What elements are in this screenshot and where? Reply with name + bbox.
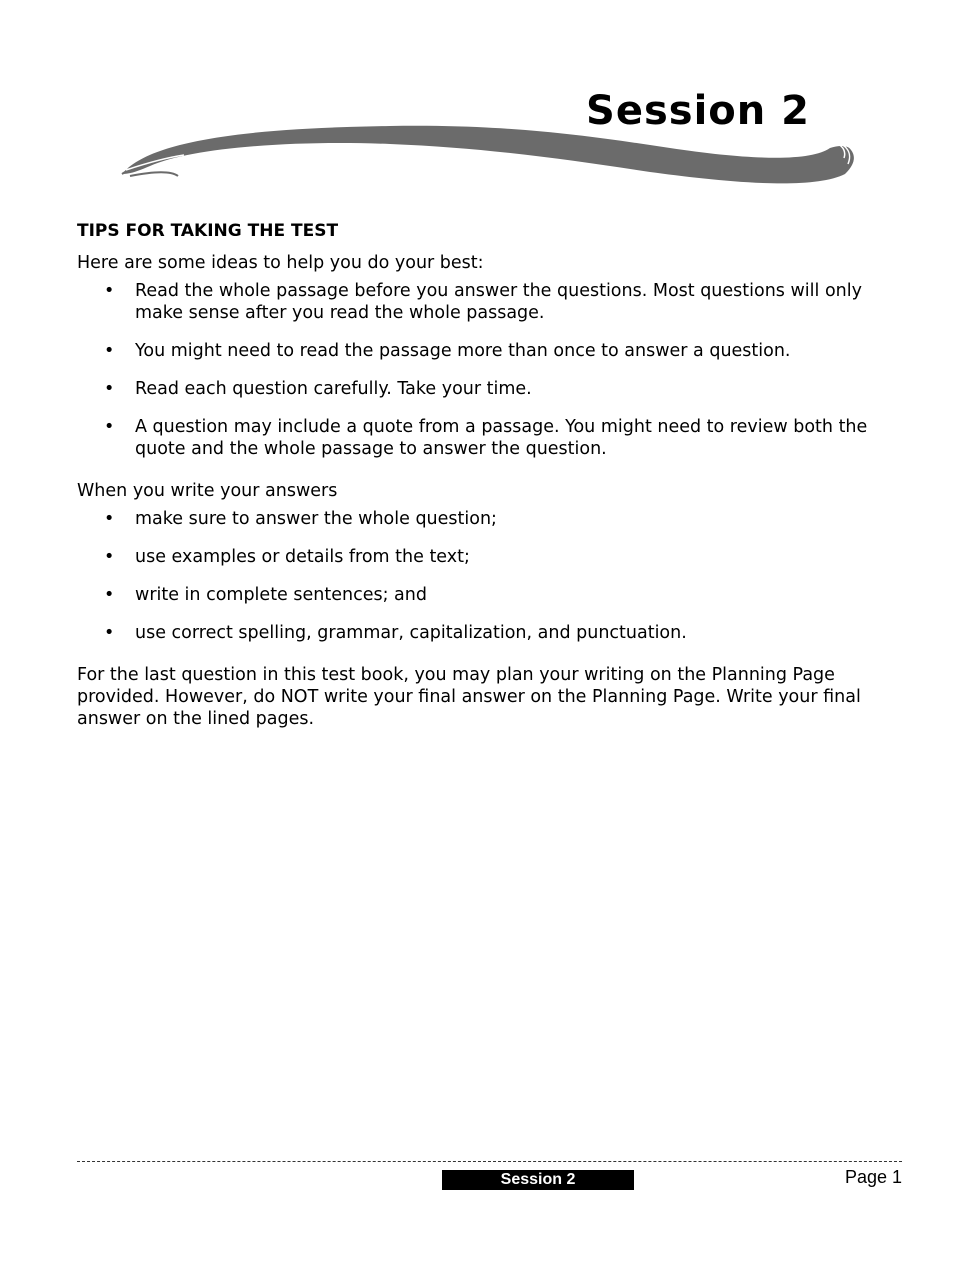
- tips-list: [77, 280, 907, 460]
- page-number: Page 1: [844, 1167, 902, 1187]
- bullet-icon: •: [104, 623, 115, 643]
- list-item-text: write in complete sentences; and: [135, 585, 427, 605]
- list-item-text: Read the whole passage before you answer the questions. Most questions will only make sense after you read the whole passage.: [135, 281, 862, 323]
- list-item-text: use examples or details from the text;: [135, 547, 470, 567]
- list-item-text: You might need to read the passage more than once to answer a question.: [135, 341, 791, 361]
- list-item-text: make sure to answer the whole question;: [135, 509, 497, 529]
- bullet-icon: •: [104, 547, 115, 567]
- footer-session-label: Session 2: [442, 1170, 634, 1190]
- list-item: [77, 546, 907, 568]
- list-item: [77, 622, 907, 644]
- list-item: [77, 340, 907, 362]
- list-item-text: A question may include a quote from a passage. You might need to review both the quote and the whole passage to answer the question.: [135, 417, 868, 459]
- footer-divider: [77, 1161, 902, 1162]
- bullet-icon: •: [104, 281, 115, 301]
- answers-intro: When you write your answers: [77, 481, 338, 501]
- list-item-text: Read each question carefully. Take your time.: [135, 379, 532, 399]
- tips-intro: Here are some ideas to help you do your best:: [77, 253, 484, 273]
- list-item: [77, 584, 907, 606]
- list-item-text: use correct spelling, grammar, capitalization, and punctuation.: [135, 623, 687, 643]
- tips-heading: TIPS FOR TAKING THE TEST: [77, 221, 339, 241]
- bullet-icon: •: [104, 509, 115, 529]
- bullet-icon: •: [104, 341, 115, 361]
- answers-list: [77, 508, 907, 644]
- bullet-icon: •: [104, 379, 115, 399]
- decorative-swoosh-graphic: [110, 118, 870, 198]
- list-item: [77, 378, 907, 400]
- bullet-icon: •: [104, 417, 115, 437]
- list-item: [77, 508, 907, 530]
- bullet-icon: •: [104, 585, 115, 605]
- page-title: Session 2: [586, 88, 810, 134]
- list-item: [77, 280, 907, 324]
- final-paragraph: For the last question in this test book, you may plan your writing on the Planning Page provided. However, do NOT write your final answer on the Planning Page. Write your final answer on the lined pages.: [77, 665, 861, 729]
- instructions-content: [77, 220, 907, 730]
- list-item: [77, 416, 907, 460]
